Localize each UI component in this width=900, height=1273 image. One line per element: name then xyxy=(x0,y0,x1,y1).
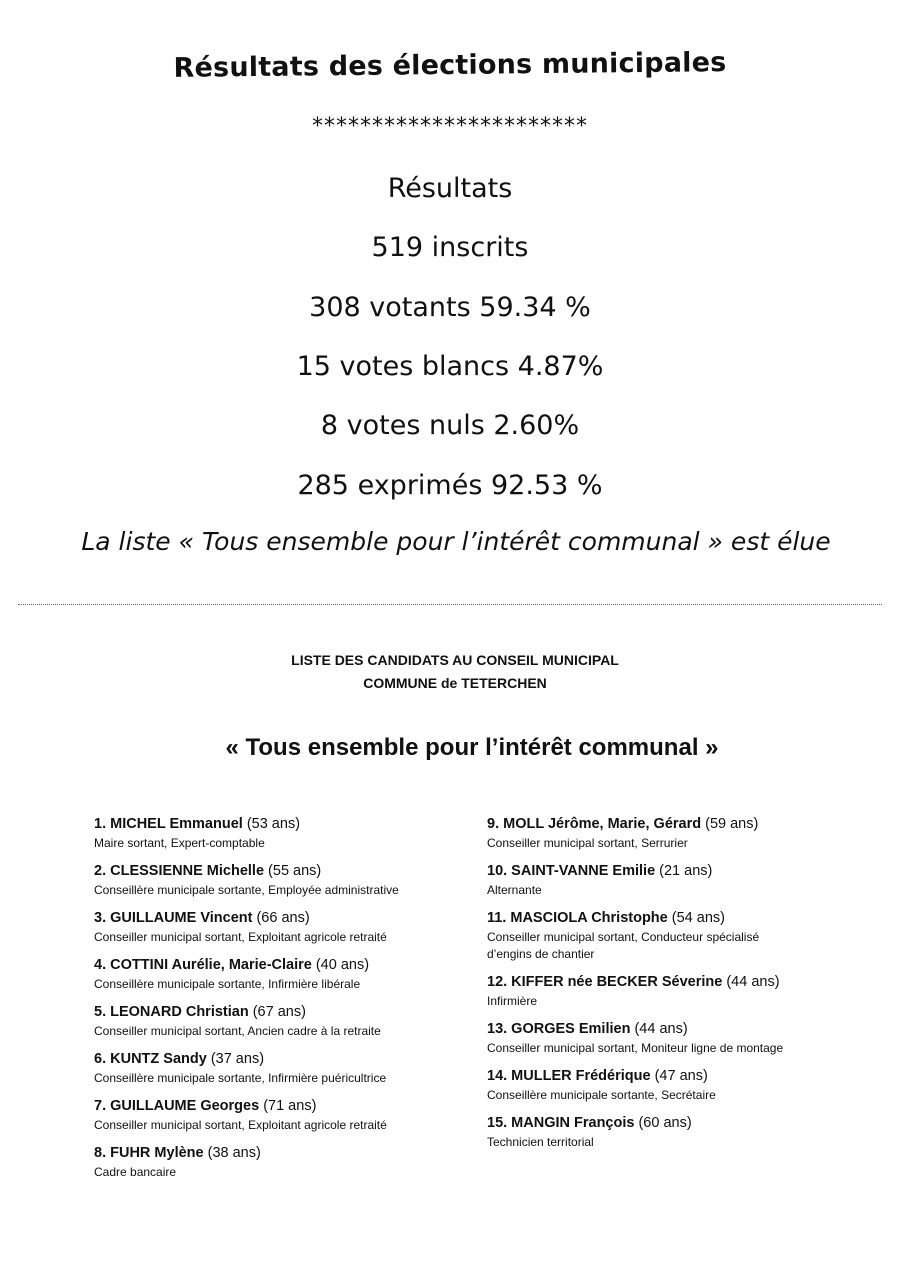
candidate-name: 13. GORGES Emilien xyxy=(487,1021,631,1037)
candidate-age: (55 ans) xyxy=(264,863,322,879)
candidate-name: 5. LEONARD Christian xyxy=(94,1004,249,1020)
candidate-role: Conseiller municipal sortant, Ancien cadre à la retraite xyxy=(94,1024,381,1038)
candidate-age: (54 ans) xyxy=(667,910,725,926)
candidate-item xyxy=(487,1065,877,1104)
candidate-age: (47 ans) xyxy=(650,1068,708,1084)
candidate-name: 14. MULLER Frédérique xyxy=(487,1068,651,1084)
list-name: « Tous ensemble pour l’intérêt communal » xyxy=(225,734,719,761)
candidate-age: (53 ans) xyxy=(242,816,301,832)
null-votes: 8 votes nuls 2.60% xyxy=(320,410,580,441)
candidate-role: Conseiller municipal sortant, Serrurier xyxy=(487,836,688,850)
candidate-role: Alternante xyxy=(487,883,542,897)
candidate-role: Conseillère municipale sortante, Infirmière puéricultrice xyxy=(94,1071,387,1085)
candidate-name: 4. COTTINI Aurélie, Marie-Claire xyxy=(94,957,312,973)
candidate-age: (60 ans) xyxy=(634,1115,692,1131)
candidate-age: (38 ans) xyxy=(203,1145,261,1161)
candidate-role: Maire sortant, Expert-comptable xyxy=(94,836,265,850)
candidate-age: (59 ans) xyxy=(701,816,759,832)
candidate-item xyxy=(487,813,877,852)
candidate-age: (67 ans) xyxy=(248,1004,306,1020)
candidate-name: 8. FUHR Mylène xyxy=(94,1145,204,1161)
candidates-column-left xyxy=(94,813,484,1189)
candidate-age: (37 ans) xyxy=(206,1051,265,1067)
candidate-age: (66 ans) xyxy=(252,910,310,926)
candidate-role: Conseillère municipale sortante, Infirmière libérale xyxy=(94,977,361,991)
stars-divider: *********************** xyxy=(312,114,588,139)
candidate-role: Conseiller municipal sortant, Exploitant agricole retraité xyxy=(94,930,387,944)
candidate-item xyxy=(94,1001,484,1040)
candidate-name: 1. MICHEL Emmanuel xyxy=(94,816,243,832)
candidate-role: Technicien territorial xyxy=(487,1135,594,1149)
candidate-role: Conseiller municipal sortant, Conducteur spécialisé d’engins de chantier xyxy=(487,930,760,961)
candidate-name: 9. MOLL Jérôme, Marie, Gérard xyxy=(487,816,702,832)
candidate-name: 15. MANGIN François xyxy=(487,1115,635,1131)
candidate-role: Infirmière xyxy=(487,994,538,1008)
candidate-name: 2. CLESSIENNE Michelle xyxy=(94,863,265,879)
candidate-item xyxy=(94,813,484,852)
candidate-item xyxy=(94,1048,484,1087)
results-heading: Résultats xyxy=(387,173,513,204)
section-divider xyxy=(18,604,882,605)
candidate-item xyxy=(487,971,877,1010)
candidate-age: (71 ans) xyxy=(259,1098,317,1114)
candidate-name: 3. GUILLAUME Vincent xyxy=(94,910,253,926)
candidate-name: 6. KUNTZ Sandy xyxy=(94,1051,207,1067)
candidate-role: Conseiller municipal sortant, Exploitant agricole retraité xyxy=(94,1118,387,1132)
candidate-name: 10. SAINT-VANNE Emilie xyxy=(487,863,656,879)
registered-count: 519 inscrits xyxy=(371,232,529,263)
page-title: Résultats des élections municipales xyxy=(173,47,727,84)
candidate-age: (44 ans) xyxy=(630,1021,688,1037)
candidate-item xyxy=(94,1142,484,1181)
candidate-name: 11. MASCIOLA Christophe xyxy=(487,910,668,926)
candidates-heading: LISTE DES CANDIDATS AU CONSEIL MUNICIPAL xyxy=(291,652,619,668)
candidate-item xyxy=(487,1112,877,1151)
candidate-item xyxy=(94,860,484,899)
candidate-item xyxy=(487,907,877,963)
candidate-role: Conseillère municipale sortante, Secrétaire xyxy=(487,1088,716,1102)
voters-count: 308 votants 59.34 % xyxy=(309,292,591,323)
candidate-role: Conseillère municipale sortante, Employée administrative xyxy=(94,883,399,897)
candidate-age: (44 ans) xyxy=(722,974,780,990)
candidate-name: 7. GUILLAUME Georges xyxy=(94,1098,260,1114)
candidate-item xyxy=(487,1018,877,1057)
candidate-item xyxy=(487,860,877,899)
candidate-item xyxy=(94,954,484,993)
candidate-role: Conseiller municipal sortant, Moniteur ligne de montage xyxy=(487,1041,784,1055)
candidates-column-right xyxy=(487,813,877,1159)
expressed-votes: 285 exprimés 92.53 % xyxy=(297,470,603,501)
commune-heading: COMMUNE de TETERCHEN xyxy=(363,675,547,691)
candidate-item xyxy=(94,1095,484,1134)
candidate-role: Cadre bancaire xyxy=(94,1165,177,1179)
blank-votes: 15 votes blancs 4.87% xyxy=(296,351,604,382)
candidate-name: 12. KIFFER née BECKER Séverine xyxy=(487,974,723,990)
candidate-item xyxy=(94,907,484,946)
candidate-age: (40 ans) xyxy=(311,957,370,973)
candidate-age: (21 ans) xyxy=(655,863,713,879)
elected-list-note: La liste « Tous ensemble pour l’intérêt communal » est élue xyxy=(81,527,831,556)
